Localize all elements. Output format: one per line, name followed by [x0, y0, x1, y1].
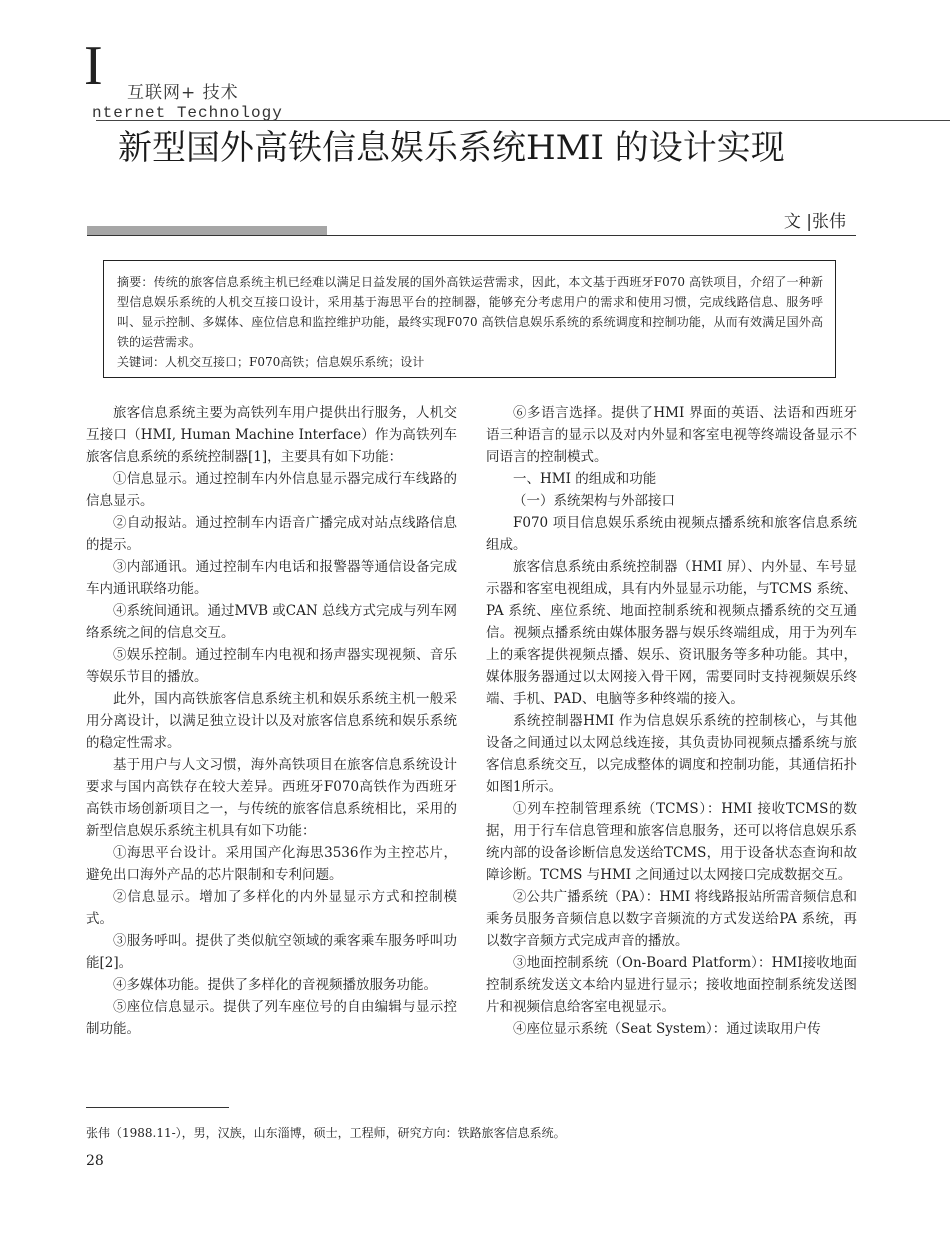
paragraph: ⑤座位信息显示。提供了列车座位号的自由编辑与显示控制功能。: [86, 999, 457, 1037]
paragraph: ④座位显示系统（Seat System）：通过读取用户传: [513, 1021, 821, 1037]
right-column: [486, 402, 857, 1040]
footnote-divider: [86, 1107, 229, 1108]
page-number: 28: [86, 1153, 104, 1169]
paragraph: ④多媒体功能。提供了多样化的音视频播放服务功能。: [113, 977, 437, 993]
section-label-cn: 互联网+ 技术: [127, 83, 239, 103]
paragraph: ④系统间通讯。通过MVB 或CAN 总线方式完成与列车网络系统之间的信息交互。: [86, 603, 457, 641]
title-divider: [87, 235, 856, 236]
paragraph: ②公共广播系统（PA）：HMI 将线路报站所需音频信息和乘务员服务音频信息以数字音频流的方式发送给PA 系统，再以数字音频方式完成声音的播放。: [486, 889, 857, 949]
section-label-en: nternet Technology: [92, 104, 283, 122]
paragraph: 旅客信息系统由系统控制器（HMI 屏）、内外显、车号显示器和客室电视组成，具有内外显显示功能，与TCMS 系统、PA 系统、座位系统、地面控制系统和视频点播系统的交互通信。视频点播系统由媒体服务器与娱乐终端组成，用于为列车上的乘客提供视频点播、娱乐、资讯服务等多种功能。其中，媒体服务器通过以太网接入骨干网，需要同时支持视频娱乐终端、手机、PAD、电脑等多种终端的接入。: [486, 559, 857, 707]
paragraph: 系统控制器HMI 作为信息娱乐系统的控制核心，与其他设备之间通过以太网总线连接，其负责协同视频点播系统与旅客信息系统交互，以完成整体的调度和控制功能，其通信拓扑如图1所示。: [486, 713, 857, 795]
paragraph: ①列车控制管理系统（TCMS）：HMI 接收TCMS的数据，用于行车信息管理和旅客信息服务，还可以将信息娱乐系统内部的设备诊断信息发送给TCMS，用于设备状态查询和故障诊断。TCMS 与HMI 之间通过以太网接口完成数据交互。: [486, 801, 857, 883]
abstract-text: 摘要：传统的旅客信息系统主机已经难以满足日益发展的国外高铁运营需求，因此，本文基于西班牙F070 高铁项目，介绍了一种新型信息娱乐系统的人机交互接口设计，采用基于海思平台的控制器，能够充分考虑用户的需求和使用习惯，完成线路信息、服务呼叫、显示控制、多媒体、座位信息和监控维护功能，最终实现F070 高铁信息娱乐系统的系统调度和控制功能，从而有效满足国外高铁的运营需求。: [117, 275, 823, 349]
subsection-heading: （一）系统架构与外部接口: [513, 493, 675, 509]
paragraph: ③内部通讯。通过控制车内电话和报警器等通信设备完成车内通讯联络功能。: [86, 559, 457, 597]
section-heading: 一、HMI 的组成和功能: [513, 471, 657, 487]
paragraph: ①海思平台设计。采用国产化海思3536作为主控芯片，避免出口海外产品的芯片限制和专利问题。: [86, 845, 457, 883]
abstract-box: [103, 260, 836, 378]
article-title: 新型国外高铁信息娱乐系统HMI 的设计实现: [118, 128, 785, 168]
section-initial-letter: I: [84, 35, 103, 97]
paragraph: ①信息显示。通过控制车内外信息显示器完成行车线路的信息显示。: [86, 471, 457, 509]
paragraph: ③地面控制系统（On-Board Platform）：HMI接收地面控制系统发送文本给内显进行显示；接收地面控制系统发送图片和视频信息给客室电视显示。: [486, 955, 857, 1015]
paragraph: ⑥多语言选择。提供了HMI 界面的英语、法语和西班牙语三种语言的显示以及对内外显和客室电视等终端设备显示不同语言的控制模式。: [486, 405, 857, 465]
paragraph: 此外，国内高铁旅客信息系统主机和娱乐系统主机一般采用分离设计，以满足独立设计以及对旅客信息系统和娱乐系统的稳定性需求。: [86, 691, 457, 751]
paragraph: ②自动报站。通过控制车内语音广播完成对站点线路信息的提示。: [86, 515, 457, 553]
paragraph: ②信息显示。增加了多样化的内外显显示方式和控制模式。: [86, 889, 457, 927]
author-footnote: 张伟（1988.11-），男，汉族，山东淄博，硕士，工程师，研究方向：铁路旅客信息系统。: [86, 1126, 566, 1140]
header-divider: [96, 120, 950, 121]
paragraph: 基于用户与人文习惯，海外高铁项目在旅客信息系统设计要求与国内高铁存在较大差异。西班牙F070高铁作为西班牙高铁市场创新项目之一，与传统的旅客信息系统相比，采用的新型信息娱乐系统主机具有如下功能：: [86, 757, 457, 839]
keywords: 关键词：人机交互接口；F070高铁；信息娱乐系统；设计: [117, 355, 425, 369]
paragraph: ⑤娱乐控制。通过控制车内电视和扬声器实现视频、音乐等娱乐节目的播放。: [86, 647, 457, 685]
paragraph: F070 项目信息娱乐系统由视频点播系统和旅客信息系统组成。: [486, 515, 857, 553]
author-byline: 文 |张伟: [783, 212, 846, 232]
paragraph: ③服务呼叫。提供了类似航空领域的乘客乘车服务呼叫功能[2]。: [86, 933, 457, 971]
paragraph: 旅客信息系统主要为高铁列车用户提供出行服务，人机交互接口（HMI, Human Machine Interface）作为高铁列车旅客信息系统的系统控制器[1]，主要具有如下功能：: [86, 405, 457, 465]
left-column: [86, 402, 457, 1040]
